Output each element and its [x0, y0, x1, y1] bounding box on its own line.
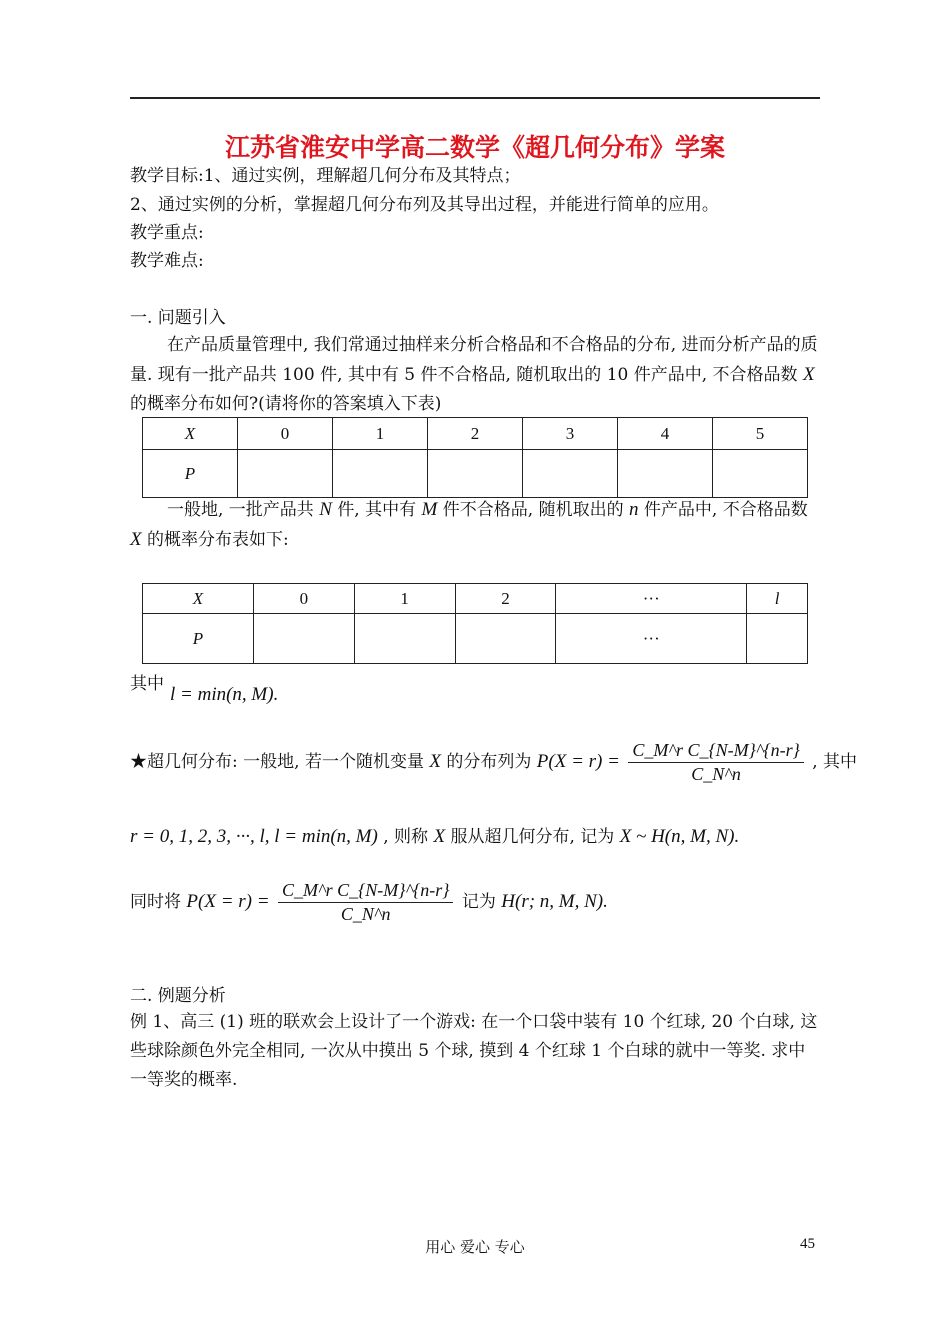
table-cell — [238, 450, 333, 498]
formula-lhs: P(X = r) = — [536, 751, 620, 772]
table-cell: X — [143, 418, 238, 450]
intro-paragraph — [130, 331, 820, 419]
header-rule — [130, 97, 820, 99]
range-formula: r = 0, 1, 2, 3, ···, l, l = min(n, M) — [130, 826, 378, 847]
fraction — [278, 880, 453, 925]
notation-formula: X ~ H(n, M, N). — [619, 826, 740, 847]
definition-text: , 则称 — [383, 827, 429, 847]
general-paragraph — [130, 495, 820, 555]
page-title: 江苏省淮安中学高二数学《超几何分布》学案 — [224, 133, 725, 162]
general-text: 的概率分布表如下: — [147, 530, 289, 550]
table-row — [143, 450, 808, 498]
key-points-label: 教学重点: — [130, 223, 204, 243]
difficulties-label: 教学难点: — [130, 251, 204, 271]
var-x: X — [429, 751, 441, 772]
intro-tail: 的概率分布如何?(请将你的答案填入下表) — [130, 394, 442, 414]
table-cell: ··· — [556, 614, 747, 664]
table-row — [143, 418, 808, 450]
definition-text: ★超几何分布: 一般地, 若一个随机变量 — [130, 752, 424, 772]
definition-line — [130, 740, 858, 785]
table-cell: X — [143, 584, 254, 614]
distribution-table-1 — [142, 417, 808, 498]
table-row — [143, 584, 808, 614]
fraction-denominator: C_N^n — [340, 904, 391, 924]
also-text: 同时将 — [130, 892, 181, 912]
also-line — [130, 880, 820, 925]
fraction-denominator: C_N^n — [691, 764, 741, 784]
table-cell — [354, 614, 455, 664]
table-cell: 2 — [428, 418, 523, 450]
table-cell: 0 — [238, 418, 333, 450]
objective-line-1: 教学目标:1、通过实例，理解超几何分布及其特点； — [130, 166, 521, 186]
table-cell: ··· — [556, 584, 747, 614]
table-cell: l — [747, 584, 808, 614]
table-cell — [254, 614, 355, 664]
table-cell — [618, 450, 713, 498]
var-n-upper: N — [319, 499, 332, 520]
table-cell: P — [143, 450, 238, 498]
table-cell: 2 — [455, 584, 556, 614]
general-text: 件, 其中有 — [337, 500, 417, 520]
fraction-numerator: C_M^r C_{N-M}^{n-r} — [628, 740, 803, 763]
page-number: 45 — [800, 1236, 815, 1252]
general-text: 件不合格品, 随机取出的 — [442, 500, 624, 520]
table-cell: P — [143, 614, 254, 664]
var-x: X — [130, 529, 142, 550]
table-cell: 0 — [254, 584, 355, 614]
var-x: X — [802, 364, 815, 385]
footer-text: 用心 爱心 专心 — [425, 1238, 525, 1256]
var-m: M — [421, 499, 438, 520]
distribution-table-2 — [142, 583, 808, 664]
table-cell: 3 — [523, 418, 618, 450]
definition-text: , 其中 — [812, 752, 858, 772]
section1-heading: 一. 问题引入 — [130, 308, 226, 328]
table-cell — [713, 450, 808, 498]
table-cell — [523, 450, 618, 498]
table-cell — [747, 614, 808, 664]
table-cell: 1 — [333, 418, 428, 450]
formula-lhs: P(X = r) = — [186, 891, 270, 912]
fraction-numerator: C_M^r C_{N-M}^{n-r} — [278, 880, 453, 903]
table-cell — [428, 450, 523, 498]
definition-range-line — [130, 822, 830, 848]
table-cell: 4 — [618, 418, 713, 450]
table-cell — [333, 450, 428, 498]
where-label: 其中 — [130, 674, 164, 694]
notation-formula: H(r; n, M, N). — [501, 891, 608, 912]
table-cell — [455, 614, 556, 664]
definition-text: 的分布列为 — [446, 752, 532, 772]
definition-text: 服从超几何分布, 记为 — [450, 827, 615, 847]
section2-heading: 二. 例题分析 — [130, 986, 226, 1006]
table-row — [143, 614, 808, 664]
var-n: n — [628, 499, 639, 520]
table-cell: 1 — [354, 584, 455, 614]
objective-line-2: 2、通过实例的分析，掌握超几何分布列及其导出过程，并能进行简单的应用。 — [130, 195, 719, 215]
where-formula: l = min(n, M). — [170, 684, 279, 705]
general-text: 一般地, 一批产品共 — [167, 500, 314, 520]
also-text: 记为 — [461, 892, 496, 912]
var-x: X — [433, 826, 446, 847]
example-1: 例 1、高三 (1) 班的联欢会上设计了一个游戏: 在一个口袋中装有 10 个红球, 20 个白球, 这些球除颜色外完全相同, 一次从中摸出 5 个球, 摸到 4 个红球 1 个白球的就中一等奖. 求中一等奖的概率. — [130, 1012, 818, 1090]
general-text: 件产品中, 不合格品数 — [643, 500, 808, 520]
table-cell: 5 — [713, 418, 808, 450]
intro-text: 在产品质量管理中, 我们常通过抽样来分析合格品和不合格品的分布, 进而分析产品的质量. 现有一批产品共 100 件, 其中有 5 件不合格品, 随机取出的 10 件产品中, 不合格品数 — [130, 335, 818, 385]
fraction — [628, 740, 803, 785]
